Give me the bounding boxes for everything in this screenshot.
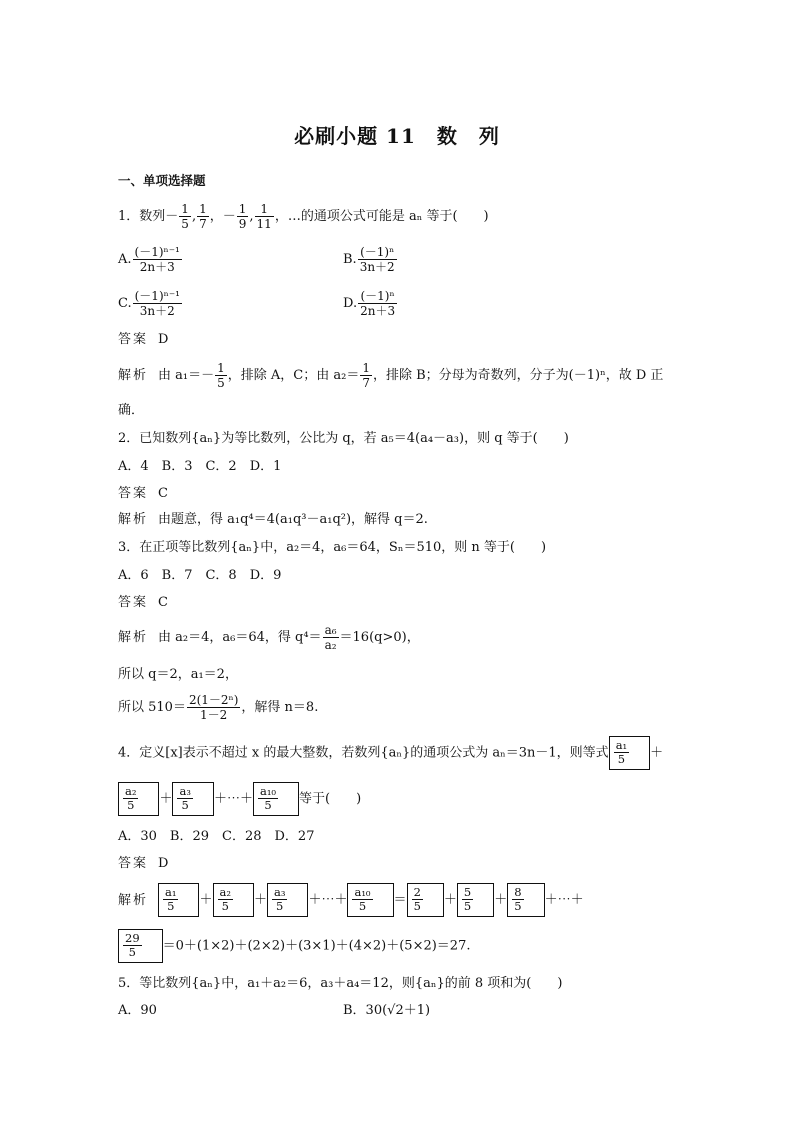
q1-option-d: D. $\frac{\text{(－1)ⁿ}}{2n+3}$ (343, 289, 396, 318)
q2-options: A．4 B．3 C．2 D．1 (118, 459, 282, 474)
q5-option-b: B．30(√2＋1) (343, 1003, 431, 1018)
q1-stem-post: ，…的通项公式可能是 aₙ 等于( ) (274, 209, 489, 224)
q3-stem: 3．在正项等比数列{aₙ}中，a₂＝4，a₆＝64，Sₙ＝510，则 n 等于( ) (118, 540, 547, 555)
q1-seq-term-3: － $\frac{1}{9}$ , (222, 202, 254, 231)
q5-stem: 5．等比数列{aₙ}中，a₁＋a₂＝6，a₃＋a₄＝12，则{aₙ}的前 8 项和为( ) (118, 976, 563, 991)
q1-option-a: A. $\frac{\text{(－1)ⁿ⁻¹}}{2n+3}$ (118, 245, 180, 274)
q1-option-b: B. $\frac{\text{(－1)ⁿ}}{3n+2}$ (343, 245, 395, 274)
q2-analysis: 解析 由题意，得 a₁q⁴＝4(a₁q³－a₁q²)，解得 q＝2. (118, 512, 428, 527)
q4-stem: 4．定义[x]表示不超过 x 的最大整数，若数列{aₙ}的通项公式为 aₙ＝3n－1，则等式 $\frac{\text{a₁}}{5}$ ＋ (118, 736, 663, 770)
q1-analysis: 解析 由 a₁＝－ $\frac{1}{5}$ ，排除 A，C；由 a₂＝ $\frac{1}{7}$ ，排除 B；分母为奇数列，分子为(－1)ⁿ，故 D 正 (118, 361, 664, 390)
q3-options: A．6 B．7 C．8 D．9 (118, 568, 282, 583)
q1-answer: 答案 D (118, 332, 169, 347)
q4-floor-term-2: $\frac{\text{a₂}}{5}$ (118, 782, 159, 816)
q4-floor-term-10: $\frac{\text{a₁₀}}{5}$ (253, 782, 299, 816)
q2-answer: 答案 C (118, 486, 168, 501)
q1-seq-term-1: － $\frac{1}{5}$ , (165, 202, 197, 231)
q1-seq-term-4: $\frac{1}{11}$ (256, 202, 272, 231)
q3-analysis-line2: 所以 q＝2，a₁＝2， (118, 667, 238, 682)
page-title: 必刷小题 11 数 列 (294, 124, 500, 148)
q4-floor-term-1: $\frac{\text{a₁}}{5}$ (609, 736, 650, 770)
q3-analysis: 解析 由 a₂＝4，a₆＝64，得 q⁴＝ $\frac{\text{a₆}}{\text{a₂}}$ ＝16(q>0)， (118, 623, 420, 652)
q3-analysis-line3: 所以 510＝ $\frac{\text{2(1－2ⁿ)}}{1-2}$ ，解得 n＝8. (118, 693, 319, 722)
q3-answer: 答案 C (118, 595, 168, 610)
q1-seq-term-2: $\frac{1}{7}$ ， (199, 202, 223, 231)
q4-analysis-cont: $\frac{29}{5}$ ＝0＋(1×2)＋(2×2)＋(3×1)＋(4×2)＋(5×2)＝27. (118, 929, 470, 963)
q1-stem-pre: 1．数列 (118, 209, 166, 224)
q2-stem: 2．已知数列{aₙ}为等比数列，公比为 q，若 a₅＝4(a₄－a₃)，则 q 等于( ) (118, 431, 569, 446)
section-heading: 一、单项选择题 (118, 173, 206, 188)
q1-stem (118, 202, 489, 232)
q5-option-a: A．90 (118, 1003, 157, 1018)
q1-analysis-cont: 确． (118, 403, 145, 418)
q4-stem-cont: $\frac{\text{a₂}}{5}$ ＋ $\frac{\text{a₃}}{5}$ ＋⋯＋ $\frac{\text{a₁₀}}{5}$ 等于( ) (118, 782, 361, 816)
q1-option-c: C. $\frac{\text{(－1)ⁿ⁻¹}}{3n+2}$ (118, 289, 180, 318)
q4-floor-term-3: $\frac{\text{a₃}}{5}$ (172, 782, 213, 816)
q4-options: A．30 B．29 C．28 D．27 (118, 829, 315, 844)
q4-analysis: 解析 $\frac{\text{a₁}}{5}$ ＋ $\frac{\text{a₂}}{5}$ ＋ $\frac{\text{a₃}}{5}$ ＋⋯＋ $\frac{\text{a₁₀}}{5}$ ＝ $\frac{2}{5}$ ＋ $\frac{5}{5}$ ＋ $\frac{8}{5}$ ＋⋯＋ (118, 883, 584, 917)
q4-answer: 答案 D (118, 856, 169, 871)
